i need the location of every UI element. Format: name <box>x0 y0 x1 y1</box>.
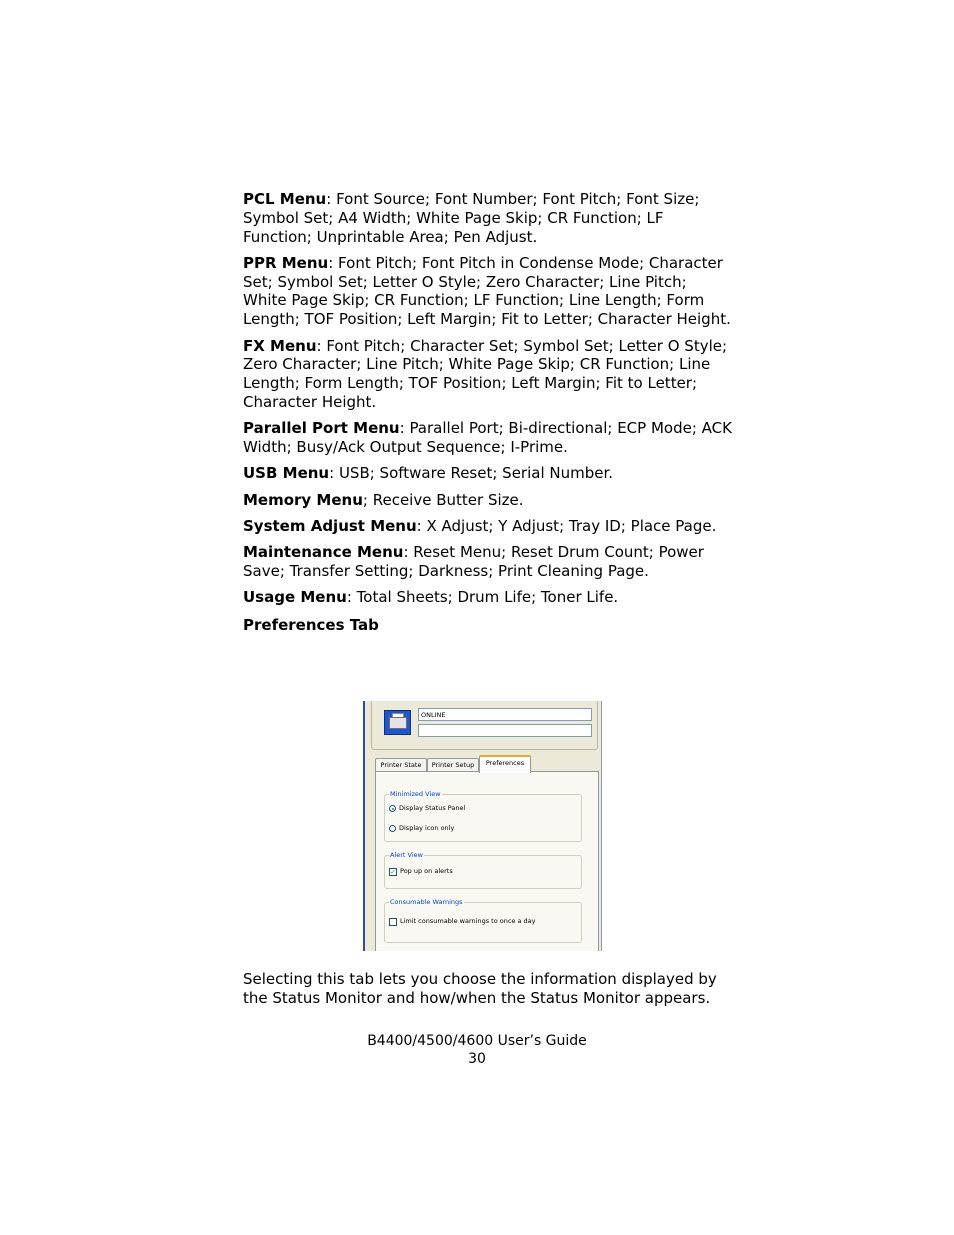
status-field: ONLINE <box>418 708 592 721</box>
menu-name: PCL Menu <box>243 190 327 208</box>
option-label: Display Status Panel <box>399 804 466 812</box>
option-display-icon-only[interactable] <box>389 824 454 833</box>
menu-entry <box>243 464 733 483</box>
menu-items: Receive Butter Size. <box>367 490 524 509</box>
option-display-status-panel[interactable] <box>389 804 465 813</box>
consumable-warnings-group <box>384 898 582 943</box>
preferences-panel <box>375 771 599 951</box>
option-label: Pop up on alerts <box>400 867 453 875</box>
menu-separator: : <box>403 543 409 562</box>
menu-entry <box>243 491 733 510</box>
menu-name: System Adjust Menu <box>243 516 417 535</box>
group-title: Consumable Warnings <box>390 898 463 906</box>
menu-separator: : <box>326 190 332 208</box>
tab-printer-setup[interactable]: Printer Setup <box>427 758 479 771</box>
menu-name: Maintenance Menu <box>243 543 404 562</box>
printer-icon <box>384 710 411 735</box>
menu-items: Font Pitch; Character Set; Symbol Set; Letter O Style; Zero Character; Line Pitch; White Page Skip; CR Function; Line Length; Form Length; TOF Position; Left Margin; Fit to Letter; Character Height. <box>243 336 728 411</box>
menu-name: Parallel Port Menu <box>243 419 400 438</box>
menu-separator: : <box>316 336 322 355</box>
menu-name: Memory Menu <box>243 490 363 509</box>
page-number: 30 <box>468 1051 486 1067</box>
menu-items: Parallel Port; Bi-directional; ECP Mode; ACK Width; Busy/Ack Output Sequence; I-Prime. <box>243 419 732 457</box>
menu-items: Font Source; Font Number; Font Pitch; Font Size; Symbol Set; A4 Width; White Page Skip; CR Function; LF Function; Unprintable Area; Pen Adjust. <box>243 190 700 246</box>
option-limit-warnings[interactable] <box>389 917 535 926</box>
menu-entry <box>243 190 733 246</box>
status-panel <box>371 701 598 750</box>
group-title: Alert View <box>390 851 423 859</box>
menu-separator: : <box>346 588 352 607</box>
option-label: Limit consumable warnings to once a day <box>400 917 536 925</box>
menu-separator: : <box>399 419 405 438</box>
tab-printer-state[interactable]: Printer State <box>375 758 427 771</box>
radio-selected-icon[interactable] <box>389 805 396 812</box>
alert-view-group <box>384 851 582 889</box>
tab-preferences[interactable]: Preferences <box>479 755 531 773</box>
menu-separator: : <box>329 464 335 483</box>
menu-name: PPR Menu <box>243 253 329 272</box>
guide-title: B4400/4500/4600 User’s Guide <box>367 1033 587 1049</box>
menu-items: USB; Software Reset; Serial Number. <box>334 464 614 483</box>
screenshot-caption: Selecting this tab lets you choose the information displayed by the Status Monitor and how/when the Status Monitor appears. <box>243 970 717 1007</box>
group-title: Minimized View <box>390 790 441 798</box>
menu-items: Reset Menu; Reset Drum Count; Power Save; Transfer Setting; Darkness; Print Cleaning Page. <box>243 543 704 581</box>
menu-name: USB Menu <box>243 464 330 483</box>
menu-entry <box>243 588 733 607</box>
menu-entry <box>243 337 733 412</box>
section-heading: Preferences Tab <box>243 616 379 635</box>
menu-entry <box>243 517 733 536</box>
menu-items: Total Sheets; Drum Life; Toner Life. <box>351 588 619 607</box>
checkbox-checked-icon[interactable]: ✓ <box>390 867 396 876</box>
menu-entry <box>243 419 733 457</box>
menu-separator: : <box>416 516 422 535</box>
status-monitor-screenshot <box>363 701 602 951</box>
checkbox-unchecked-icon[interactable] <box>389 918 397 926</box>
menu-entry <box>243 543 733 581</box>
option-pop-up-on-alerts[interactable] <box>389 867 453 876</box>
menu-items: X Adjust; Y Adjust; Tray ID; Place Page. <box>421 516 717 535</box>
radio-unselected-icon[interactable] <box>389 825 396 832</box>
page-footer <box>0 1032 954 1068</box>
menu-descriptions <box>243 190 733 635</box>
menu-items: Font Pitch; Font Pitch in Condense Mode; Character Set; Symbol Set; Letter O Style; Zero Character; Line Pitch; White Page Skip; CR Function; LF Function; Line Length; Form Length; TOF Position; Left Margin; Fit to Letter; Character Height. <box>243 253 731 329</box>
menu-entry <box>243 254 733 329</box>
minimized-view-group <box>384 790 582 842</box>
menu-separator: : <box>328 253 334 272</box>
menu-name: FX Menu <box>243 336 317 355</box>
message-field <box>418 724 592 737</box>
menu-separator: ; <box>362 490 368 509</box>
option-label: Display icon only <box>399 824 455 832</box>
tab-bar <box>375 755 595 771</box>
menu-name: Usage Menu <box>243 588 347 607</box>
